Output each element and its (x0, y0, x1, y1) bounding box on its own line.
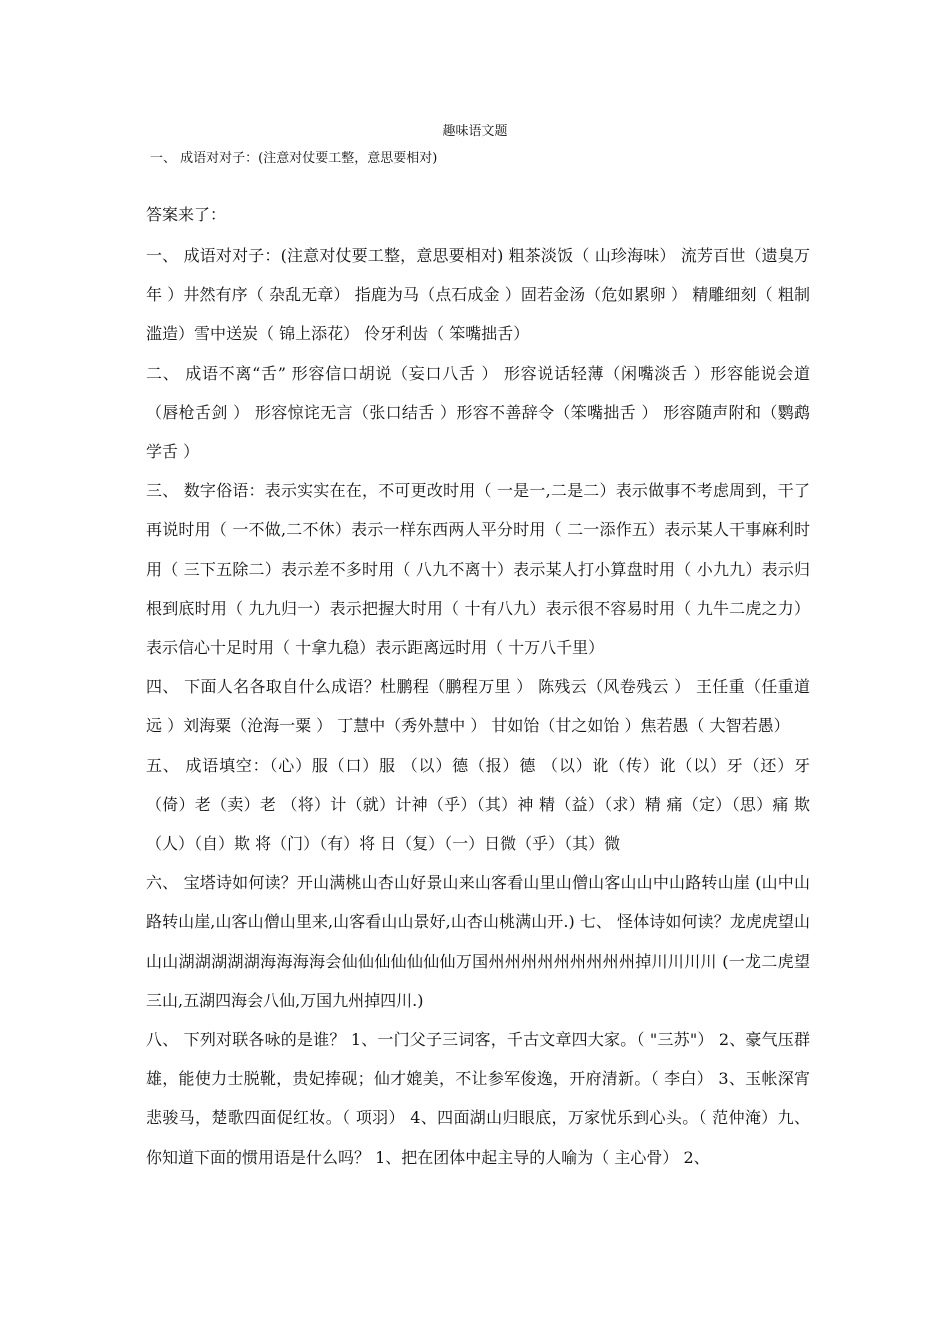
paragraph-fill-blanks: 五、 成语填空：（心）服（口）服 （以）德（报）德 （以）讹（传）讹（以）牙（还）牙（倚）老（卖）老 （将）计（就）计神（乎）（其）神 精（益）（求）精 痛（定）（思）痛 欺（人）（自）欺 将（门）（有）将 日（复）（一）日微（乎）（其）微 (146, 755, 810, 854)
paragraph-tongue-idioms: 二、 成语不离“舌” 形容信口胡说（妄口八舌 ） 形容说话轻薄（闲嘴淡舌 ）形容能说会道（唇枪舌剑 ） 形容惊诧无言（张口结舌 ）形容不善辞令（笨嘴拙舌 ） 形容随声附和（鹦鹉学舌 ） (146, 363, 810, 462)
paragraph-name-idioms: 四、 下面人名各取自什么成语？杜鹏程（鹏程万里 ） 陈残云（风卷残云 ） 王任重（任重道远 ）刘海粟（沧海一粟 ） 丁慧中（秀外慧中 ） 甘如饴（甘之如饴 ）焦若愚（ 大智若愚） (146, 677, 810, 736)
answers-heading: 答案来了： (146, 205, 227, 224)
answer-body (146, 236, 810, 1177)
paragraph-idiom-pairs: 一、 成语对对子：(注意对仗要工整，意思要相对) 粗茶淡饭（ 山珍海味） 流芳百世（遗臭万年 ）井然有序（ 杂乱无章） 指鹿为马（点石成金 ）固若金汤（危如累卵 ） 精雕细刻（ 粗制滥造）雪中送炭（ 锦上添花） 伶牙利齿（ 笨嘴拙舌） (146, 246, 810, 344)
paragraph-couplets: 八、 下列对联各咏的是谁？ 1、一门父子三词客，千古文章四大家。（ "三苏"） 2、豪气压群雄，能使力士脱靴，贵妃捧砚；仙才媲美，不让参军俊逸，开府清新。（ 李白） 3、玉帐深宵悲骏马，楚歌四面促红妆。（ 项羽） 4、四面湖山归眼底，万家忧乐到心头。（ 范仲淹）九、 你知道下面的惯用语是什么吗？ 1、把在团体中起主导的人喻为（ 主心骨） 2、 (146, 1030, 810, 1167)
page-title: 趣味语文题 (442, 124, 508, 139)
paragraph-pagoda-poem: 六、 宝塔诗如何读？开山满桃山杏山好景山来山客看山里山僧山客山山中山路转山崖 (山中山路转山崖,山客山僧山里来,山客看山山景好,山杏山桃满山开.) 七、 怪体诗如何读？龙虎虎望山山山湖湖湖湖湖海海海海会仙仙仙仙仙仙仙万国州州州州州州州州州掉川川川川 (一龙二虎望三山,五湖四海会八仙,万国九州掉四川.) (146, 873, 810, 1010)
subtitle: 一、 成语对对子：(注意对仗要工整，意思要相对) (150, 151, 438, 166)
paragraph-number-sayings: 三、 数字俗语：表示实实在在，不可更改时用（ 一是一,二是二）表示做事不考虑周到，干了再说时用（ 一不做,二不休）表示一样东西两人平分时用（ 二一添作五）表示某人干事麻利时用（ 三下五除二）表示差不多时用（ 八九不离十）表示某人打小算盘时用（ 小九九）表示归根到底时用（ 九九归一）表示把握大时用（ 十有八九）表示很不容易时用（ 九牛二虎之力）表示信心十足时用（ 十拿九稳）表示距离远时用（ 十万八千里） (146, 481, 810, 658)
